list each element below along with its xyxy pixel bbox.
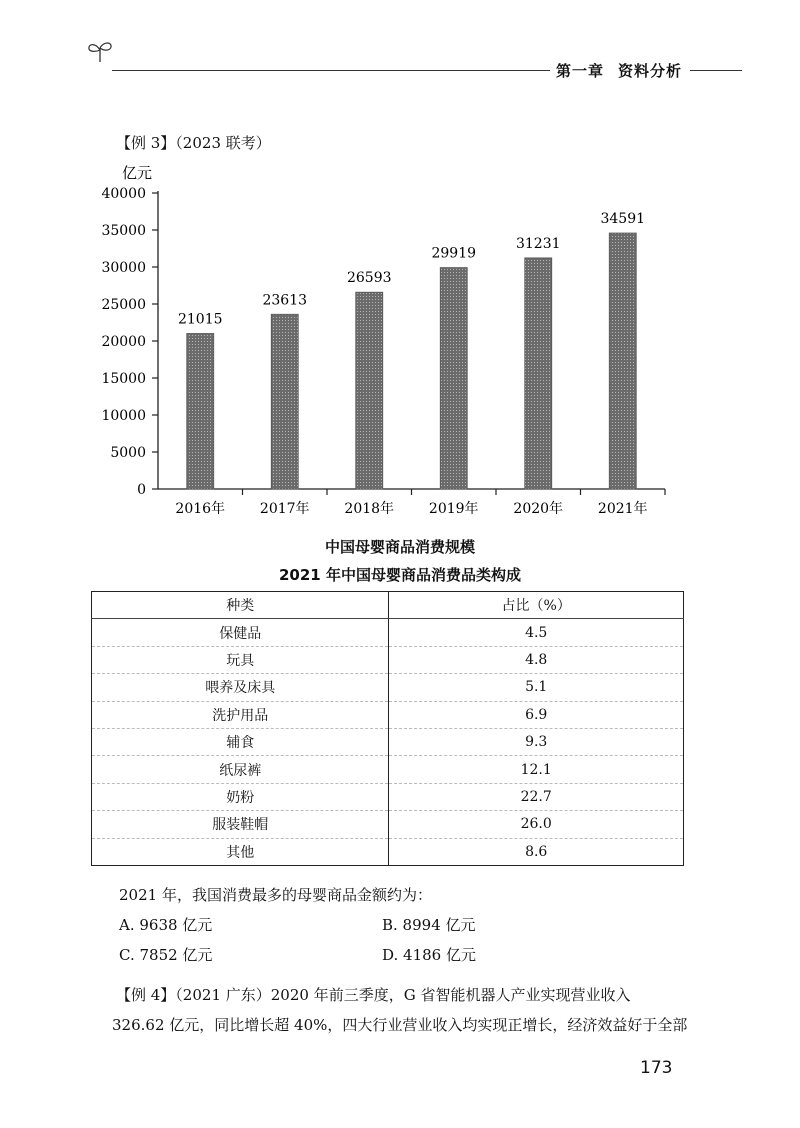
y-tick-label: 0 [137,482,146,498]
table-row [92,674,684,701]
example-4-paragraph [112,980,688,1040]
cell-share: 9.3 [389,728,684,755]
y-tick-label: 30000 [101,260,146,276]
cell-share: 22.7 [389,783,684,810]
x-tick-label: 2016年 [175,501,226,517]
composition-table [91,591,684,866]
table-row [92,756,684,783]
bar [271,314,298,489]
table-title: 2021 年中国母婴商品消费品类构成 [279,566,521,584]
option-d: D. 4186 亿元 [382,946,476,964]
section-label: 资料分析 [618,62,683,80]
bar [609,233,636,489]
cell-share: 4.5 [389,619,684,646]
cell-share: 26.0 [389,811,684,838]
x-tick-label: 2020年 [513,501,564,517]
cell-category: 玩具 [92,646,389,673]
cell-share: 8.6 [525,843,548,860]
cell-share: 4.8 [389,646,684,673]
chapter-header [556,60,696,81]
paragraph-line: 326.62 亿元，同比增长超 40%，四大行业营业收入均实现正增长，经济效益好于全部 [112,1016,688,1034]
x-tick-label: 2019年 [428,501,479,517]
header-rule-right [690,70,742,71]
cell-category: 喂养及床具 [92,674,389,701]
cell-share: 5.1 [389,674,684,701]
data-label: 34591 [600,211,646,228]
y-tick-label: 10000 [101,408,146,424]
option-c: C. 7852 亿元 [119,946,213,964]
bar [440,268,467,489]
y-tick-label: 15000 [101,371,146,387]
table-row [92,646,684,673]
data-label: 29919 [431,245,477,262]
bar-chart [90,158,690,530]
column-header-share: 占比（%） [389,592,684,619]
data-label: 23613 [262,292,308,309]
table-row [92,838,684,865]
example-3-label: 【例 3】（2023 联考） [116,134,271,152]
y-tick-label: 20000 [101,334,146,350]
cell-category: 纸尿裤 [92,756,389,783]
y-tick-label: 35000 [101,223,146,239]
cell-category: 洗护用品 [92,701,389,728]
option-b: B. 8994 亿元 [382,916,476,934]
table-row [92,783,684,810]
chapter-label: 第一章 [556,62,605,80]
table-header-row [92,592,684,619]
cell-category: 奶粉 [92,783,389,810]
cell-category: 保健品 [92,619,389,646]
x-tick-label: 2018年 [344,501,395,517]
bar [356,292,383,489]
y-tick-label: 5000 [110,445,146,461]
sprout-icon [86,38,114,64]
table-row [92,701,684,728]
cell-share: 6.9 [389,701,684,728]
cell-category: 辅食 [92,728,389,755]
y-tick-label: 25000 [101,297,146,313]
y-axis-label: 亿元 [122,164,153,182]
chart-title: 中国母婴商品消费规模 [324,538,475,556]
data-label: 21015 [177,311,223,328]
x-tick-label: 2021年 [597,501,648,517]
data-label: 26593 [346,270,392,287]
table-row [92,728,684,755]
cell-category: 服装鞋帽 [92,811,389,838]
column-header-category: 种类 [92,592,389,619]
option-a: A. 9638 亿元 [119,916,213,934]
page-number: 173 [640,1058,673,1078]
cell-share: 12.1 [389,756,684,783]
table-row [92,619,684,646]
question-stem: 2021 年，我国消费最多的母婴商品金额约为： [119,886,432,904]
bar [525,258,552,489]
bar [187,333,214,489]
paragraph-line: 【例 4】（2021 广东）2020 年前三季度，G 省智能机器人产业实现营业收入 [116,986,631,1004]
data-label: 31231 [515,235,561,252]
y-tick-label: 40000 [101,186,146,202]
header-rule-left [112,70,550,71]
table-row [92,811,684,838]
cell-category: 其他 [92,838,389,865]
x-tick-label: 2017年 [259,501,310,517]
